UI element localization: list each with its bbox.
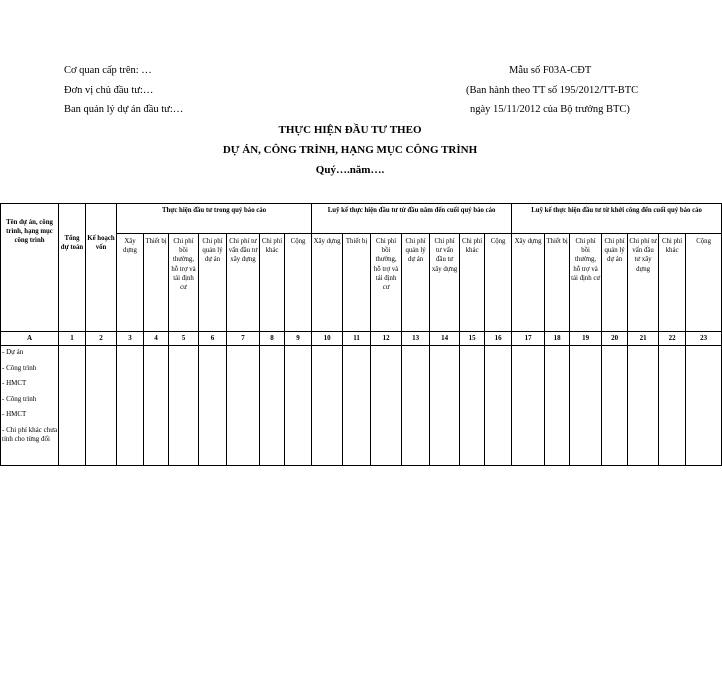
sub-total: Cộng bbox=[686, 234, 722, 332]
sub-management: Chi phí quản lý dự án bbox=[602, 234, 628, 332]
col-number: 17 bbox=[512, 332, 545, 346]
data-cell bbox=[545, 346, 570, 466]
col-number: 4 bbox=[144, 332, 169, 346]
col-number: 21 bbox=[628, 332, 659, 346]
data-cell bbox=[628, 346, 659, 466]
sub-compensation: Chi phí bồi thường, hỗ trợ và tái định cư bbox=[371, 234, 402, 332]
data-cell bbox=[659, 346, 686, 466]
sub-equipment: Thiết bị bbox=[144, 234, 169, 332]
data-cell bbox=[59, 346, 86, 466]
data-cell bbox=[169, 346, 199, 466]
col-number: 3 bbox=[117, 332, 144, 346]
investor-label: Đơn vị chủ đầu tư:… bbox=[64, 85, 154, 96]
col-number: 13 bbox=[402, 332, 430, 346]
data-cell bbox=[602, 346, 628, 466]
sub-construction: Xây dựng bbox=[312, 234, 343, 332]
col-number: 18 bbox=[545, 332, 570, 346]
superior-agency-label: Cơ quan cấp trên: … bbox=[64, 65, 152, 76]
column-number-row bbox=[1, 332, 722, 346]
col-number: 2 bbox=[86, 332, 117, 346]
sub-total: Cộng bbox=[485, 234, 512, 332]
col-number: 20 bbox=[602, 332, 628, 346]
col-number: 1 bbox=[59, 332, 86, 346]
sub-equipment: Thiết bị bbox=[545, 234, 570, 332]
row-label-work: - Công trình bbox=[2, 394, 37, 403]
sub-other: Chi phí khác bbox=[260, 234, 285, 332]
data-cell bbox=[285, 346, 312, 466]
row-label-work: - Công trình bbox=[2, 363, 37, 372]
table-row bbox=[1, 346, 722, 466]
col-number: 12 bbox=[371, 332, 402, 346]
data-cell bbox=[86, 346, 117, 466]
data-cell bbox=[460, 346, 485, 466]
sub-management: Chi phí quản lý dự án bbox=[402, 234, 430, 332]
data-cell bbox=[430, 346, 460, 466]
sub-compensation: Chi phí bồi thường, hỗ trợ và tái định cư bbox=[169, 234, 199, 332]
header-name: Tên dự án, công trình, hạng mục công trình bbox=[1, 204, 59, 332]
row-label-project: - Dự án bbox=[2, 348, 24, 356]
sub-construction: Xây dựng bbox=[117, 234, 144, 332]
col-number: 23 bbox=[686, 332, 722, 346]
col-number: 14 bbox=[430, 332, 460, 346]
sub-total: Cộng bbox=[285, 234, 312, 332]
col-number: 16 bbox=[485, 332, 512, 346]
col-number: 7 bbox=[227, 332, 260, 346]
data-cell bbox=[144, 346, 169, 466]
sub-equipment: Thiết bị bbox=[343, 234, 371, 332]
sub-management: Chi phí quản lý dự án bbox=[199, 234, 227, 332]
data-cell bbox=[117, 346, 144, 466]
header-group-quarter: Thực hiện đầu tư trong quý báo cáo bbox=[117, 204, 312, 234]
data-cell bbox=[485, 346, 512, 466]
investment-table bbox=[0, 203, 722, 466]
data-cell bbox=[570, 346, 602, 466]
row-labels-cell bbox=[1, 346, 59, 466]
sub-other: Chi phí khác bbox=[659, 234, 686, 332]
page-title: THỰC HIỆN ĐẦU TƯ THEO bbox=[278, 124, 422, 136]
sub-construction: Xây dựng bbox=[512, 234, 545, 332]
management-board-label: Ban quản lý dự án đầu tư:… bbox=[64, 104, 184, 115]
col-number: 8 bbox=[260, 332, 285, 346]
col-number: 9 bbox=[285, 332, 312, 346]
header-capital-plan: Kế hoạch vốn bbox=[86, 204, 117, 332]
row-label-other-costs: - Chi phí khác chưa tính cho từng đối bbox=[2, 425, 58, 443]
data-cell bbox=[371, 346, 402, 466]
data-cell bbox=[312, 346, 343, 466]
sub-consulting: Chi phí tư vấn đầu tư xây dựng bbox=[628, 234, 659, 332]
sub-compensation: Chi phí bồi thường, hỗ trợ và tái định cư bbox=[570, 234, 602, 332]
data-cell bbox=[402, 346, 430, 466]
form-code: Mẫu số F03A-CĐT bbox=[509, 65, 592, 76]
row-label-item: - HMCT bbox=[2, 410, 27, 418]
col-number: 6 bbox=[199, 332, 227, 346]
data-cell bbox=[199, 346, 227, 466]
data-cell bbox=[227, 346, 260, 466]
sub-other: Chi phí khác bbox=[460, 234, 485, 332]
data-cell bbox=[686, 346, 722, 466]
header-group-cumulative: Luỹ kế thực hiện đầu tư từ khởi công đến cuối quý báo cáo bbox=[512, 204, 722, 234]
page-subtitle: DỰ ÁN, CÔNG TRÌNH, HẠNG MỤC CÔNG TRÌNH bbox=[222, 144, 478, 156]
sub-consulting: Chi phí tư vấn đầu tư xây dựng bbox=[227, 234, 260, 332]
col-number: 15 bbox=[460, 332, 485, 346]
col-number: 5 bbox=[169, 332, 199, 346]
sub-consulting: Chi phí tư vấn đầu tư xây dựng bbox=[430, 234, 460, 332]
col-number: 11 bbox=[343, 332, 371, 346]
data-cell bbox=[260, 346, 285, 466]
col-number: A bbox=[1, 332, 59, 346]
issued-by-line2: ngày 15/11/2012 của Bộ trưởng BTC) bbox=[470, 104, 630, 115]
col-number: 10 bbox=[312, 332, 343, 346]
col-number: 22 bbox=[659, 332, 686, 346]
period-label: Quý….năm…. bbox=[315, 164, 385, 176]
row-label-item: - HMCT bbox=[2, 379, 27, 387]
col-number: 19 bbox=[570, 332, 602, 346]
header-group-ytd: Luỹ kế thực hiện đầu tư từ đầu năm đến cuối quý báo cáo bbox=[312, 204, 512, 234]
data-cell bbox=[343, 346, 371, 466]
data-cell bbox=[512, 346, 545, 466]
issued-by-line1: (Ban hành theo TT số 195/2012/TT-BTC bbox=[466, 85, 639, 96]
header-total-estimate: Tổng dự toán bbox=[59, 204, 86, 332]
